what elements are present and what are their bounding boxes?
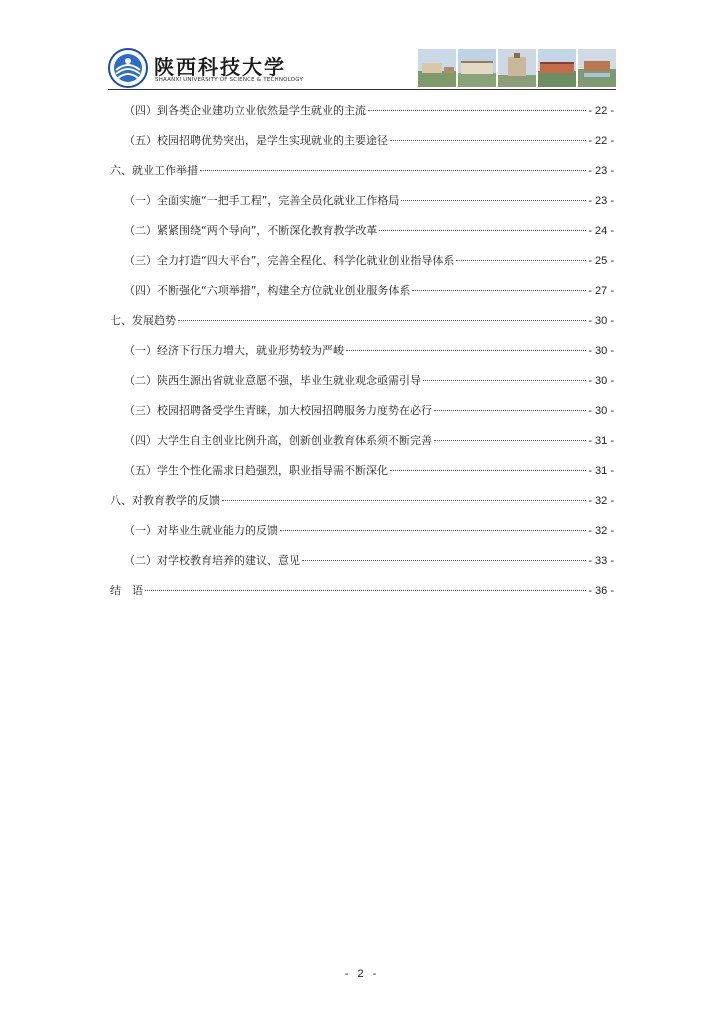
dot-leader bbox=[200, 170, 586, 171]
toc-entry-page: - 23 - bbox=[588, 195, 614, 207]
dot-leader bbox=[379, 230, 586, 231]
dot-leader bbox=[222, 500, 586, 501]
toc-entry-page: - 30 - bbox=[588, 315, 614, 327]
toc-entry[interactable] bbox=[110, 216, 614, 246]
toc-entry-page: - 30 - bbox=[588, 375, 614, 387]
toc-entry[interactable] bbox=[110, 426, 614, 456]
toc-entry-title: （四）不断强化“六项举措”，构建全方位就业创业服务体系 bbox=[124, 284, 411, 297]
toc-entry[interactable] bbox=[110, 366, 614, 396]
university-name: 陕西科技大学 bbox=[154, 55, 286, 79]
campus-photo-icon bbox=[538, 49, 576, 87]
campus-photo-icon bbox=[498, 49, 536, 87]
campus-photo-icon bbox=[578, 49, 616, 87]
toc-entry-page: - 32 - bbox=[588, 525, 614, 537]
dot-leader bbox=[302, 560, 586, 561]
dot-leader bbox=[412, 290, 586, 291]
toc-entry-title: （一）全面实施“一把手工程”，完善全员化就业工作格局 bbox=[124, 194, 400, 207]
toc-entry-page: - 25 - bbox=[588, 255, 614, 267]
toc-entry-page: - 30 - bbox=[588, 345, 614, 357]
toc-entry-page: - 22 - bbox=[588, 135, 614, 147]
dot-leader bbox=[390, 140, 586, 141]
dot-leader bbox=[280, 530, 586, 531]
toc-entry-page: - 24 - bbox=[588, 225, 614, 237]
toc-entry-page: - 33 - bbox=[588, 555, 614, 567]
campus-photo-icon bbox=[418, 49, 456, 87]
toc-entry-title: （四）大学生自主创业比例升高，创新创业教育体系须不断完善 bbox=[124, 434, 432, 447]
dot-leader bbox=[178, 320, 586, 321]
toc-entry-title: （二）紧紧围绕“两个导向”，不断深化教育教学改革 bbox=[124, 224, 378, 237]
campus-photo-icon bbox=[458, 49, 496, 87]
page-header bbox=[108, 40, 616, 90]
toc-entry-title: （一）经济下行压力增大，就业形势较为严峻 bbox=[124, 344, 344, 357]
table-of-contents bbox=[110, 96, 614, 606]
toc-entry[interactable] bbox=[110, 576, 614, 606]
toc-entry-title: 八、对教育教学的反馈 bbox=[110, 494, 220, 507]
toc-entry-title: （二）陕西生源出省就业意愿不强，毕业生就业观念亟需引导 bbox=[124, 374, 421, 387]
toc-entry-page: - 32 - bbox=[588, 495, 614, 507]
dot-leader bbox=[434, 410, 586, 411]
toc-entry[interactable] bbox=[110, 516, 614, 546]
dot-leader bbox=[423, 380, 586, 381]
university-name-en: SHAANXI UNIVERSITY OF SCIENCE & TECHNOLOGY bbox=[155, 77, 304, 83]
toc-entry[interactable] bbox=[110, 456, 614, 486]
dot-leader bbox=[368, 110, 586, 111]
toc-entry[interactable] bbox=[110, 546, 614, 576]
toc-entry[interactable] bbox=[110, 96, 614, 126]
toc-entry-page: - 23 - bbox=[588, 165, 614, 177]
toc-entry-page: - 31 - bbox=[588, 465, 614, 477]
campus-photo-strip bbox=[418, 49, 616, 87]
toc-entry-title: 结 语 bbox=[110, 584, 143, 597]
dot-leader bbox=[346, 350, 586, 351]
toc-entry-title: （一）对毕业生就业能力的反馈 bbox=[124, 524, 278, 537]
toc-entry-page: - 27 - bbox=[588, 285, 614, 297]
toc-entry-title: 七、发展趋势 bbox=[110, 314, 176, 327]
toc-entry[interactable] bbox=[110, 276, 614, 306]
toc-entry[interactable] bbox=[110, 186, 614, 216]
toc-entry[interactable] bbox=[110, 396, 614, 426]
toc-entry[interactable] bbox=[110, 246, 614, 276]
toc-entry[interactable] bbox=[110, 336, 614, 366]
toc-entry-page: - 36 - bbox=[588, 585, 614, 597]
toc-entry-title: 六、就业工作举措 bbox=[110, 164, 198, 177]
toc-entry[interactable] bbox=[110, 156, 614, 186]
toc-entry[interactable] bbox=[110, 306, 614, 336]
toc-entry-page: - 22 - bbox=[588, 105, 614, 117]
toc-entry-page: - 31 - bbox=[588, 435, 614, 447]
dot-leader bbox=[145, 590, 586, 591]
page-number: - 2 - bbox=[344, 968, 380, 980]
dot-leader bbox=[456, 260, 586, 261]
toc-entry-title: （五）校园招聘优势突出，是学生实现就业的主要途径 bbox=[124, 134, 388, 147]
toc-entry-title: （三）校园招聘备受学生青睐，加大校园招聘服务力度势在必行 bbox=[124, 404, 432, 417]
toc-entry-page: - 30 - bbox=[588, 405, 614, 417]
toc-entry-title: （四）到各类企业建功立业依然是学生就业的主流 bbox=[124, 104, 366, 117]
dot-leader bbox=[401, 200, 586, 201]
header-divider bbox=[108, 89, 616, 90]
toc-entry[interactable] bbox=[110, 486, 614, 516]
dot-leader bbox=[434, 440, 586, 441]
dot-leader bbox=[390, 470, 586, 471]
toc-entry-title: （二）对学校教育培养的建议、意见 bbox=[124, 554, 300, 567]
university-emblem-icon bbox=[108, 48, 148, 88]
toc-entry-title: （五）学生个性化需求日趋强烈，职业指导需不断深化 bbox=[124, 464, 388, 477]
toc-entry-title: （三）全力打造“四大平台”，完善全程化、科学化就业创业指导体系 bbox=[124, 254, 455, 267]
toc-entry[interactable] bbox=[110, 126, 614, 156]
